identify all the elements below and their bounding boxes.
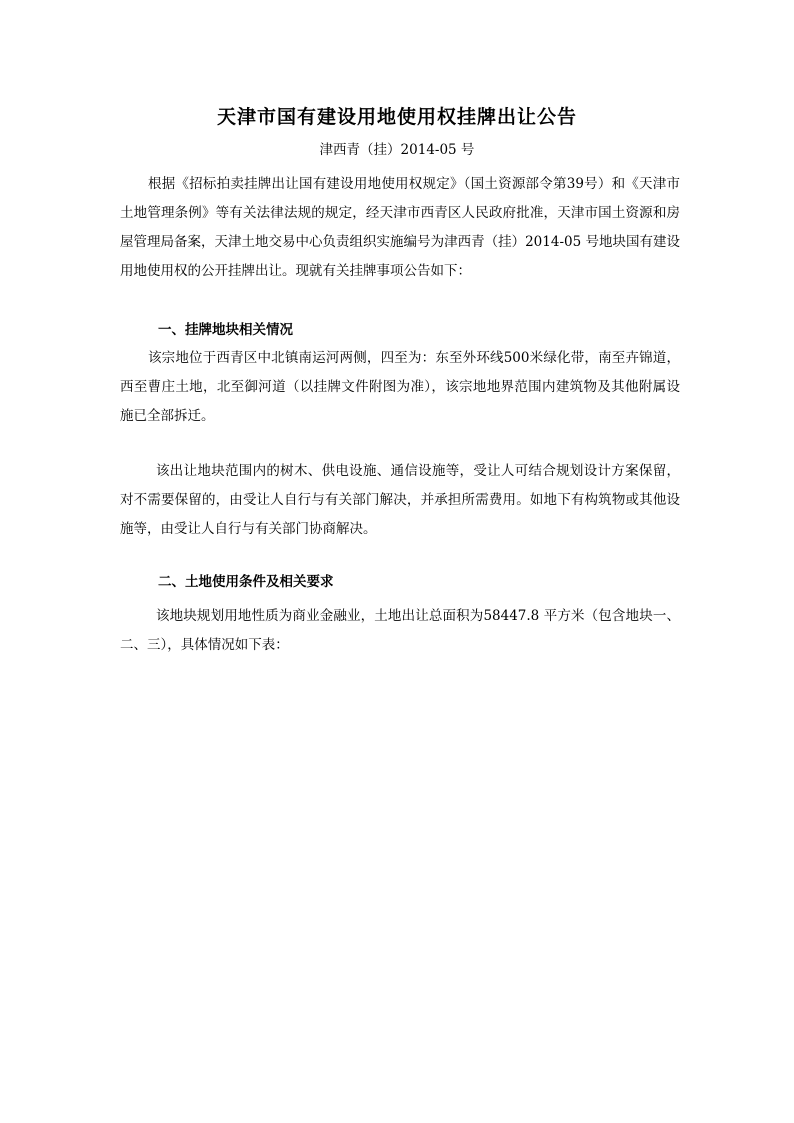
section-2-paragraph-1	[120, 602, 680, 660]
section-1-text-2: 该出让地块范围内的树木、供电设施、通信设施等，受让人可结合规划设计方案保留，对不需要保留的，由受让人自行与有关部门解决，并承担所需费用。如地下有构筑物或其他设施等，由受让人自行与有关部门协商解决。	[120, 463, 680, 537]
section-1-heading: 一、挂牌地块相关情况	[158, 322, 293, 338]
section-1-paragraph-2	[120, 457, 680, 544]
section-1-paragraph-1	[120, 344, 680, 431]
document-number: 津西青（挂）2014-05 号	[319, 142, 475, 158]
intro-paragraph	[120, 170, 680, 286]
intro-text: 根据《招标拍卖挂牌出让国有建设用地使用权规定》（国土资源部令第39号）和《天津市土地管理条例》等有关法律法规的规定，经天津市西青区人民政府批准，天津市国土资源和房屋管理局备案，天津土地交易中心负责组织实施编号为津西青（挂）2014-05 号地块国有建设用地使用权的公开挂牌出让。现就有关挂牌事项公告如下：	[120, 176, 680, 279]
document-title: 天津市国有建设用地使用权挂牌出让公告	[216, 106, 577, 128]
section-2-text-1: 该地块规划用地性质为商业金融业，土地出让总面积为58447.8 平方米（包含地块一、二、三），具体情况如下表：	[120, 608, 680, 653]
section-2-heading: 二、土地使用条件及相关要求	[158, 574, 334, 590]
section-1-text-1: 该宗地位于西青区中北镇南运河两侧，四至为：东至外环线500米绿化带，南至卉锦道，西至曹庄土地，北至御河道（以挂牌文件附图为准），该宗地地界范围内建筑物及其他附属设施已全部拆迁。	[120, 350, 680, 424]
